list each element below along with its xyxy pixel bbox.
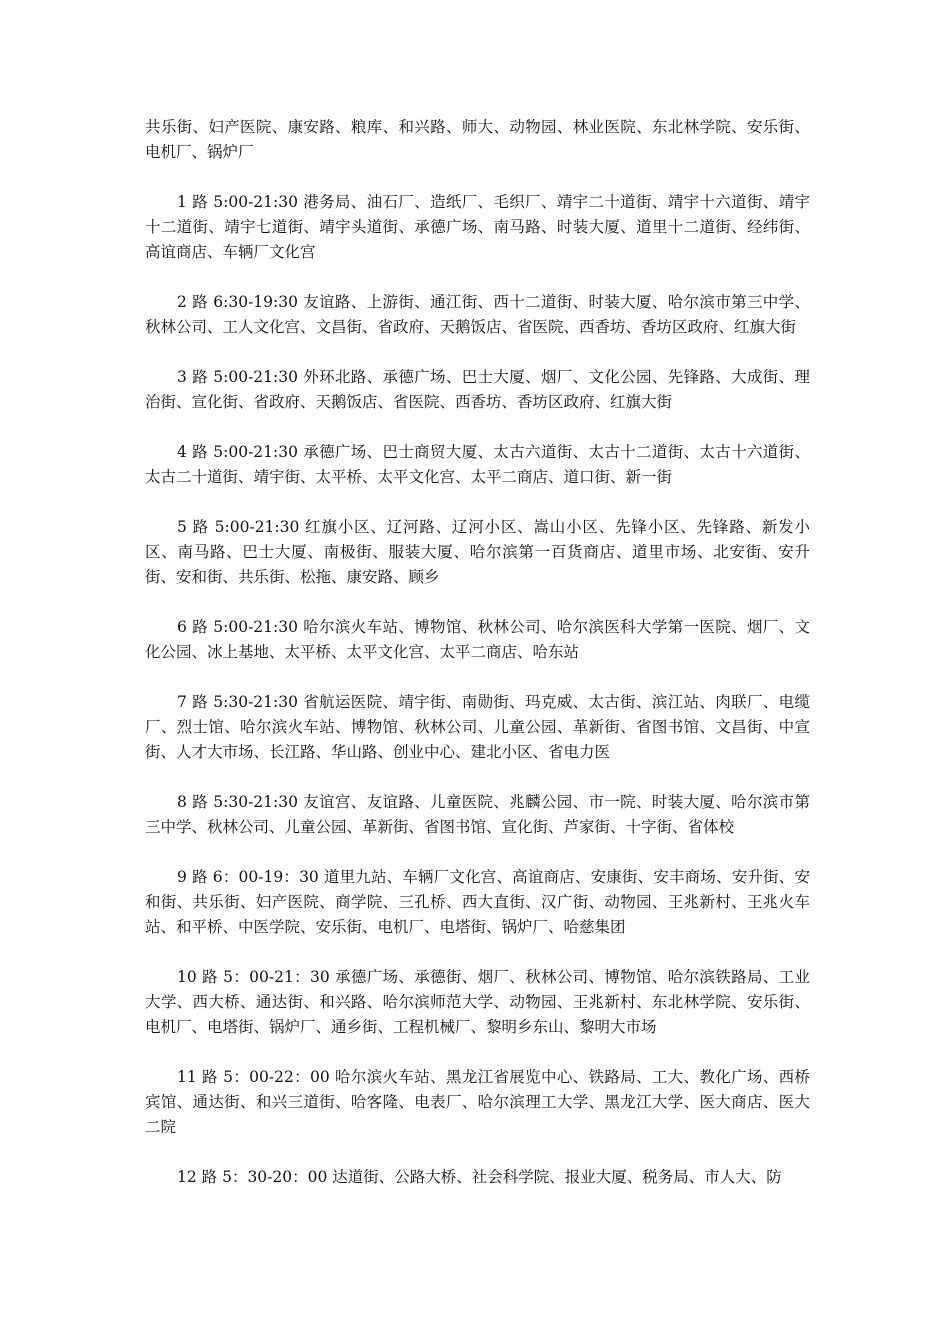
route-paragraph-3: 3 路 5:00-21:30 外环北路、承德广场、巴士大厦、烟厂、文化公园、先锋路、大成街、理治街、宣化街、省政府、天鹅饭店、省医院、西香坊、香坊区政府、红旗大街: [145, 368, 810, 411]
route-paragraph-2: 2 路 6:30-19:30 友谊路、上游街、通江街、西十二道街、时装大厦、哈尔滨市第三中学、秋林公司、工人文化宫、文昌街、省政府、天鹅饭店、省医院、西香坊、香坊区政府、红旗大街: [145, 293, 810, 336]
route-paragraph-4: 4 路 5:00-21:30 承德广场、巴士商贸大厦、太古六道街、太古十二道街、太古十六道街、太古二十道街、靖宇街、太平桥、太平文化宫、太平二商店、道口街、新一街: [145, 443, 810, 486]
route-paragraph-12: 12 路 5：30-20：00 达道街、公路大桥、社会科学院、报业大厦、税务局、市人大、防: [177, 1168, 782, 1186]
route-paragraph-10: 10 路 5：00-21：30 承德广场、承德街、烟厂、秋林公司、博物馆、哈尔滨铁路局、工业大学、西大桥、通达街、和兴路、哈尔滨师范大学、动物园、王兆新村、东北林学院、安乐街、电机厂、电塔街、锅炉厂、通乡街、工程机械厂、黎明乡东山、黎明大市场: [145, 968, 810, 1036]
bus-route-text: [145, 115, 810, 1190]
route-paragraph-1: 1 路 5:00-21:30 港务局、油石厂、造纸厂、毛织厂、靖宇二十道街、靖宇十六道街、靖宇十二道街、靖宇七道街、靖宇头道街、承德广场、南马路、时装大厦、道里十二道街、经纬街、高谊商店、车辆厂文化宫: [145, 193, 810, 261]
route-paragraph-11: 11 路 5：00-22：00 哈尔滨火车站、黑龙江省展览中心、铁路局、工大、教化广场、西桥宾馆、通达街、和兴三道街、哈客隆、电表厂、哈尔滨理工大学、黑龙江大学、医大商店、医大二院: [145, 1068, 810, 1136]
route-paragraph-6: 6 路 5:00-21:30 哈尔滨火车站、博物馆、秋林公司、哈尔滨医科大学第一医院、烟厂、文化公园、冰上基地、太平桥、太平文化宫、太平二商店、哈东站: [145, 618, 810, 661]
route-paragraph-5: 5 路 5:00-21:30 红旗小区、辽河路、辽河小区、嵩山小区、先锋小区、先锋路、新发小区、南马路、巴士大厦、南极街、服装大厦、哈尔滨第一百货商店、道里市场、北安街、安升街、安和街、共乐街、松拖、康安路、顾乡: [145, 518, 810, 586]
route-paragraph-7: 7 路 5:30-21:30 省航运医院、靖宇街、南勋街、玛克威、太古街、滨江站、肉联厂、电缆厂、烈士馆、哈尔滨火车站、博物馆、秋林公司、儿童公园、革新街、省图书馆、文昌街、中宣街、人才大市场、长江路、华山路、创业中心、建北小区、省电力医: [145, 693, 810, 761]
route-paragraph-continued: 共乐街、妇产医院、康安路、粮库、和兴路、师大、动物园、林业医院、东北林学院、安乐街、电机厂、锅炉厂: [145, 118, 810, 161]
route-paragraph-8: 8 路 5:30-21:30 友谊宫、友谊路、儿童医院、兆麟公园、市一院、时装大厦、哈尔滨市第三中学、秋林公司、儿童公园、革新街、省图书馆、宣化街、芦家街、十字街、省体校: [145, 793, 810, 836]
route-paragraph-9: 9 路 6：00-19：30 道里九站、车辆厂文化宫、高谊商店、安康街、安丰商场、安升街、安和街、共乐街、妇产医院、商学院、三孔桥、西大直街、汉广街、动物园、王兆新村、王兆火车站、和平桥、中医学院、安乐街、电机厂、电塔街、锅炉厂、哈慈集团: [145, 868, 810, 936]
